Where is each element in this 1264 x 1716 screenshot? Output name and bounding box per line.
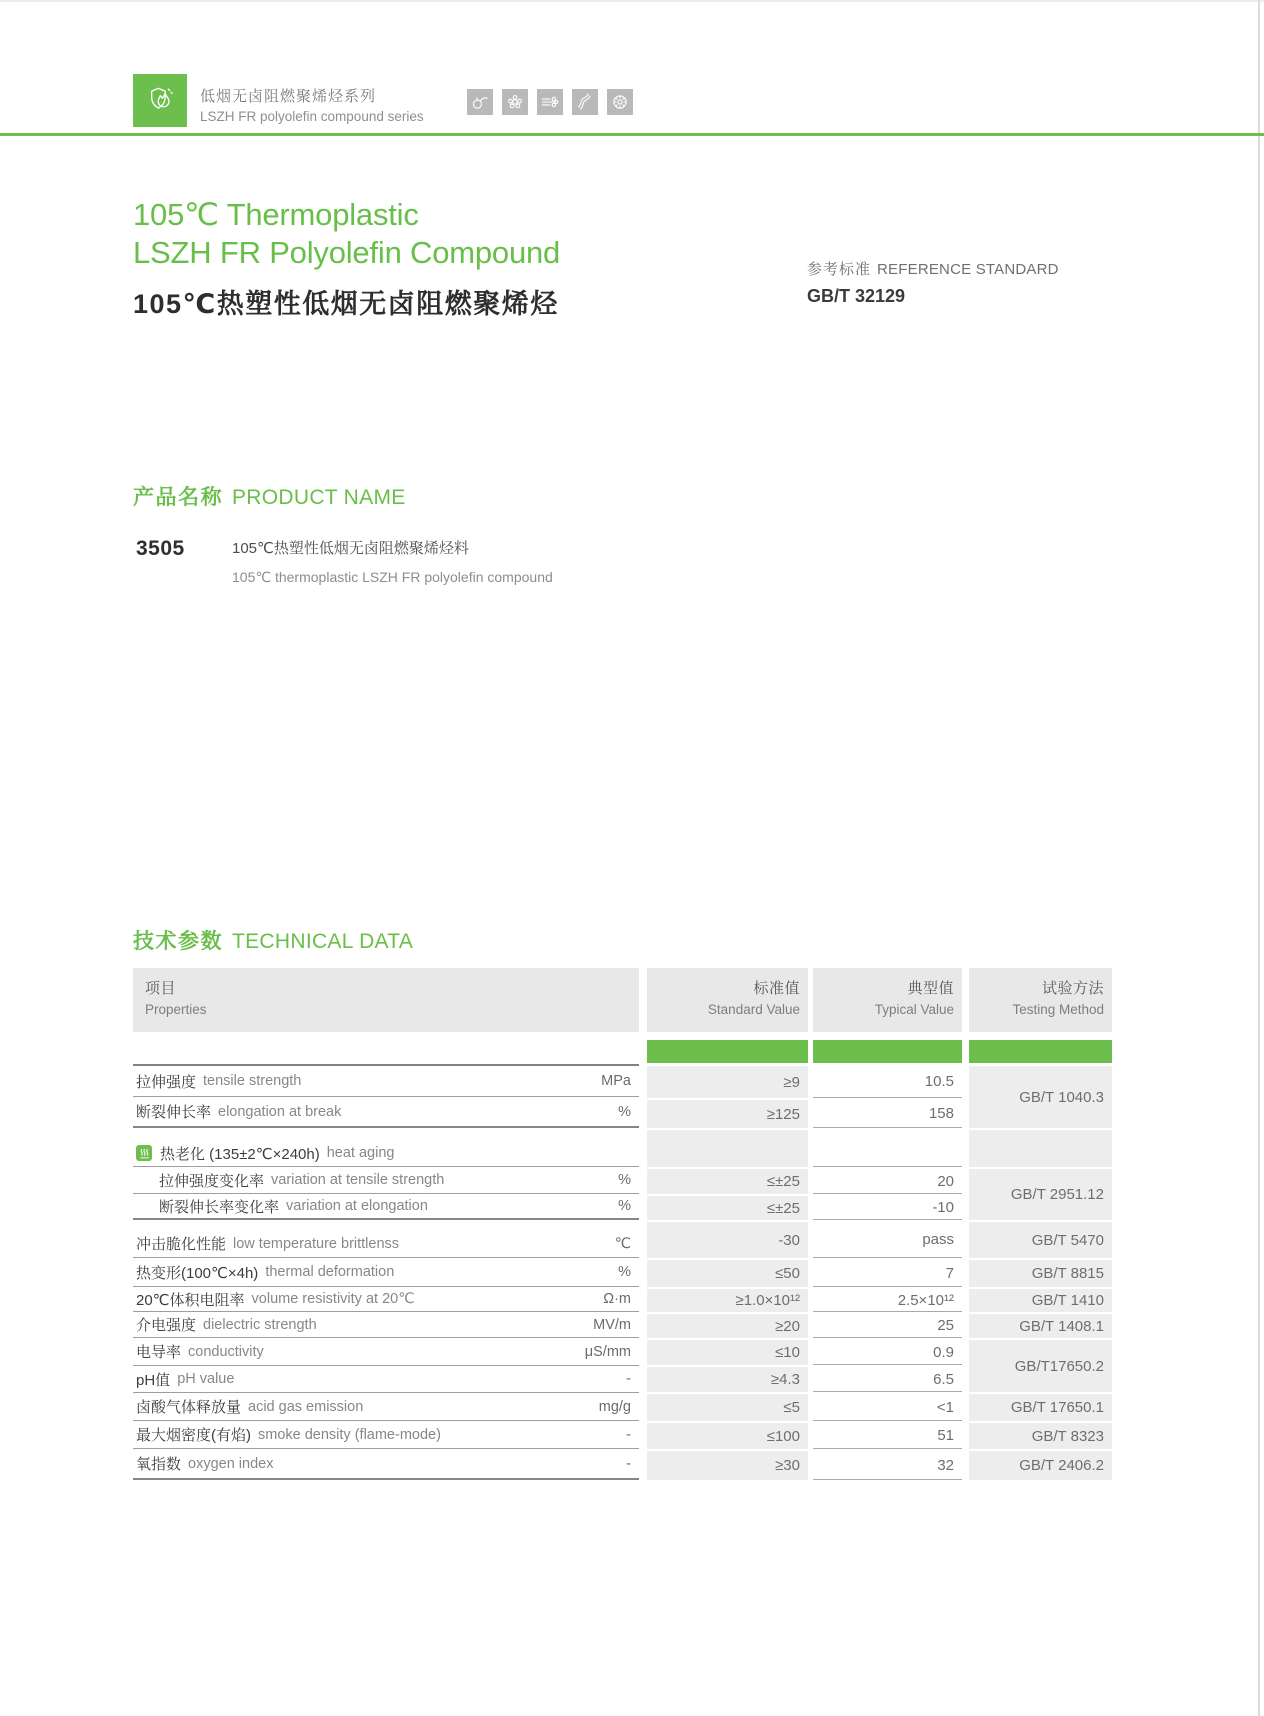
unit: μS/mm [584, 1343, 631, 1360]
column-header-method: 试验方法 Testing Method [969, 968, 1112, 1032]
column-header-properties [133, 968, 639, 1032]
typical-value-cell: 7 [813, 1260, 962, 1287]
typical-value-cell: 51 [813, 1423, 962, 1449]
green-band [969, 1040, 1112, 1063]
testing-method-cell: GB/T17650.2 [969, 1340, 1112, 1392]
twisted-wire-icon [572, 89, 598, 115]
typical-value-cell: -10 [813, 1196, 962, 1220]
unit: ℃ [614, 1235, 631, 1252]
feature-icon-strip [467, 89, 633, 115]
standard-value-cell: ≤5 [647, 1394, 808, 1421]
unit: MV/m [593, 1316, 631, 1333]
column-testing-method [969, 968, 1112, 1482]
standard-value-cell: -30 [647, 1222, 808, 1258]
standard-value-cell: ≥4.3 [647, 1367, 808, 1392]
reel-icon [607, 89, 633, 115]
testing-method-cell: GB/T 2406.2 [969, 1451, 1112, 1480]
typical-value-cell: 2.5×10¹² [813, 1289, 962, 1312]
standard-value-cell: ≤100 [647, 1423, 808, 1449]
column-header-properties-zh: 项目 [145, 980, 177, 997]
table-row: 20℃体积电阻率 volume resistivity at 20℃ Ω·m [133, 1287, 639, 1312]
cable-icon [467, 89, 493, 115]
reference-standard-value: GB/T 32129 [807, 286, 906, 306]
typical-value-cell: 25 [813, 1314, 962, 1338]
extrusion-icon [537, 89, 563, 115]
reference-label-zh: 参考标准 [807, 261, 872, 278]
standard-value-cell: ≥30 [647, 1451, 808, 1480]
column-standard-value [647, 968, 808, 1482]
testing-method-cell: GB/T 5470 [969, 1222, 1112, 1258]
unit: mg/g [598, 1398, 631, 1415]
standard-value-cell: ≥20 [647, 1314, 808, 1338]
properties-spacer [133, 1032, 639, 1066]
table-group-row: 热老化 (135±2℃×240h) heat aging [133, 1140, 639, 1167]
standard-value-cell: ≥125 [647, 1100, 808, 1128]
series-title [200, 85, 424, 124]
product-row [136, 537, 553, 586]
product-code: 3505 [136, 537, 185, 560]
reference-label-en: REFERENCE STANDARD [877, 261, 1059, 278]
typical-value-cell: 6.5 [813, 1367, 962, 1392]
column-properties [133, 968, 639, 1480]
technical-data-heading [133, 925, 413, 955]
column-typical-value [813, 968, 962, 1482]
unit: % [618, 1103, 631, 1120]
heat-waves-icon [136, 1145, 152, 1161]
testing-method-cell: GB/T 1408.1 [969, 1314, 1112, 1338]
unit: - [626, 1426, 631, 1443]
testing-method-cell: GB/T 2951.12 [969, 1169, 1112, 1220]
unit: MPa [601, 1073, 631, 1089]
table-row: 氧指数 oxygen index - [133, 1449, 639, 1480]
standard-value-cell: ≤±25 [647, 1169, 808, 1194]
testing-method-cell: GB/T 17650.1 [969, 1394, 1112, 1421]
typical-value-cell: <1 [813, 1394, 962, 1421]
unit: % [618, 1264, 631, 1280]
table-row: 电导率 conductivity μS/mm [133, 1338, 639, 1366]
testing-method-cell: GB/T 1410 [969, 1289, 1112, 1312]
table-row: 介电强度 dielectric strength MV/m [133, 1312, 639, 1338]
technical-data-table [133, 968, 1112, 1480]
product-heading-zh: 产品名称 [133, 486, 223, 509]
table-row: 拉伸强度变化率 variation at tensile strength % [133, 1167, 639, 1194]
product-description-zh: 105℃热塑性低烟无卤阻燃聚烯烃料 [232, 540, 469, 557]
table-row: 卤酸气体释放量 acid gas emission mg/g [133, 1393, 639, 1421]
table-row: 断裂伸长率 elongation at break % [133, 1097, 639, 1128]
page-title-en-line1: 105℃ Thermoplastic [133, 197, 419, 232]
typical-value-cell: pass [813, 1222, 962, 1258]
standard-value-cell: ≥9 [647, 1066, 808, 1098]
typical-value-cell: 10.5 [813, 1066, 962, 1098]
page-top-edge [0, 0, 1264, 2]
green-band [647, 1040, 808, 1063]
column-header-properties-en: Properties [145, 1002, 207, 1017]
typical-value-cell [813, 1130, 962, 1167]
typical-value-cell: 0.9 [813, 1340, 962, 1365]
unit: % [618, 1172, 631, 1188]
table-row: 拉伸强度 tensile strength MPa [133, 1066, 639, 1097]
series-title-en: LSZH FR polyolefin compound series [200, 109, 424, 124]
standard-value-cell: ≤10 [647, 1340, 808, 1365]
standard-value-cell: ≤±25 [647, 1196, 808, 1220]
product-heading-en: PRODUCT NAME [232, 486, 406, 509]
page-title-zh: 105℃热塑性低烟无卤阻燃聚烯烃 [133, 289, 559, 319]
page-title-en-line2: LSZH FR Polyolefin Compound [133, 235, 561, 270]
typical-value-cell: 158 [813, 1100, 962, 1128]
technical-heading-en: TECHNICAL DATA [232, 930, 414, 953]
shield-flame-icon [138, 80, 182, 122]
table-row: 断裂伸长率变化率 variation at elongation % [133, 1194, 639, 1220]
header-rule [0, 133, 1264, 136]
technical-heading-zh: 技术参数 [133, 930, 223, 953]
testing-method-cell: GB/T 1040.3 [969, 1066, 1112, 1128]
brand-logo [133, 74, 187, 127]
green-band [813, 1040, 962, 1063]
testing-method-cell: GB/T 8815 [969, 1260, 1112, 1287]
row-gap [133, 1220, 639, 1230]
column-header-typical: 典型值 Typical Value [813, 968, 962, 1032]
typical-value-cell: 20 [813, 1169, 962, 1194]
testing-method-cell [969, 1130, 1112, 1167]
reference-standard-label [807, 258, 1059, 279]
standard-value-cell: ≤50 [647, 1260, 808, 1287]
column-header-standard: 标准值 Standard Value [647, 968, 808, 1032]
testing-method-cell: GB/T 8323 [969, 1423, 1112, 1449]
title-block [133, 196, 560, 321]
product-name-heading [133, 481, 406, 511]
standard-value-cell: ≥1.0×10¹² [647, 1289, 808, 1312]
product-description [232, 537, 553, 586]
standard-value-cell [647, 1130, 808, 1167]
series-title-zh: 低烟无卤阻燃聚烯烃系列 [200, 88, 377, 105]
molecule-icon [502, 89, 528, 115]
table-row: pH值 pH value - [133, 1366, 639, 1393]
reference-standard [807, 258, 1059, 307]
unit: Ω·m [603, 1291, 631, 1307]
unit: - [626, 1455, 631, 1472]
row-gap [133, 1128, 639, 1140]
table-row: 热变形(100℃×4h) thermal deformation % [133, 1258, 639, 1287]
typical-value-cell: 32 [813, 1451, 962, 1480]
table-row: 最大烟密度(有焰) smoke density (flame-mode) - [133, 1421, 639, 1449]
page-right-edge [1258, 0, 1260, 1716]
unit: % [618, 1198, 631, 1214]
table-row: 冲击脆化性能 low temperature brittlenss ℃ [133, 1230, 639, 1258]
product-description-en: 105℃ thermoplastic LSZH FR polyolefin compound [232, 569, 553, 585]
unit: - [626, 1371, 631, 1387]
